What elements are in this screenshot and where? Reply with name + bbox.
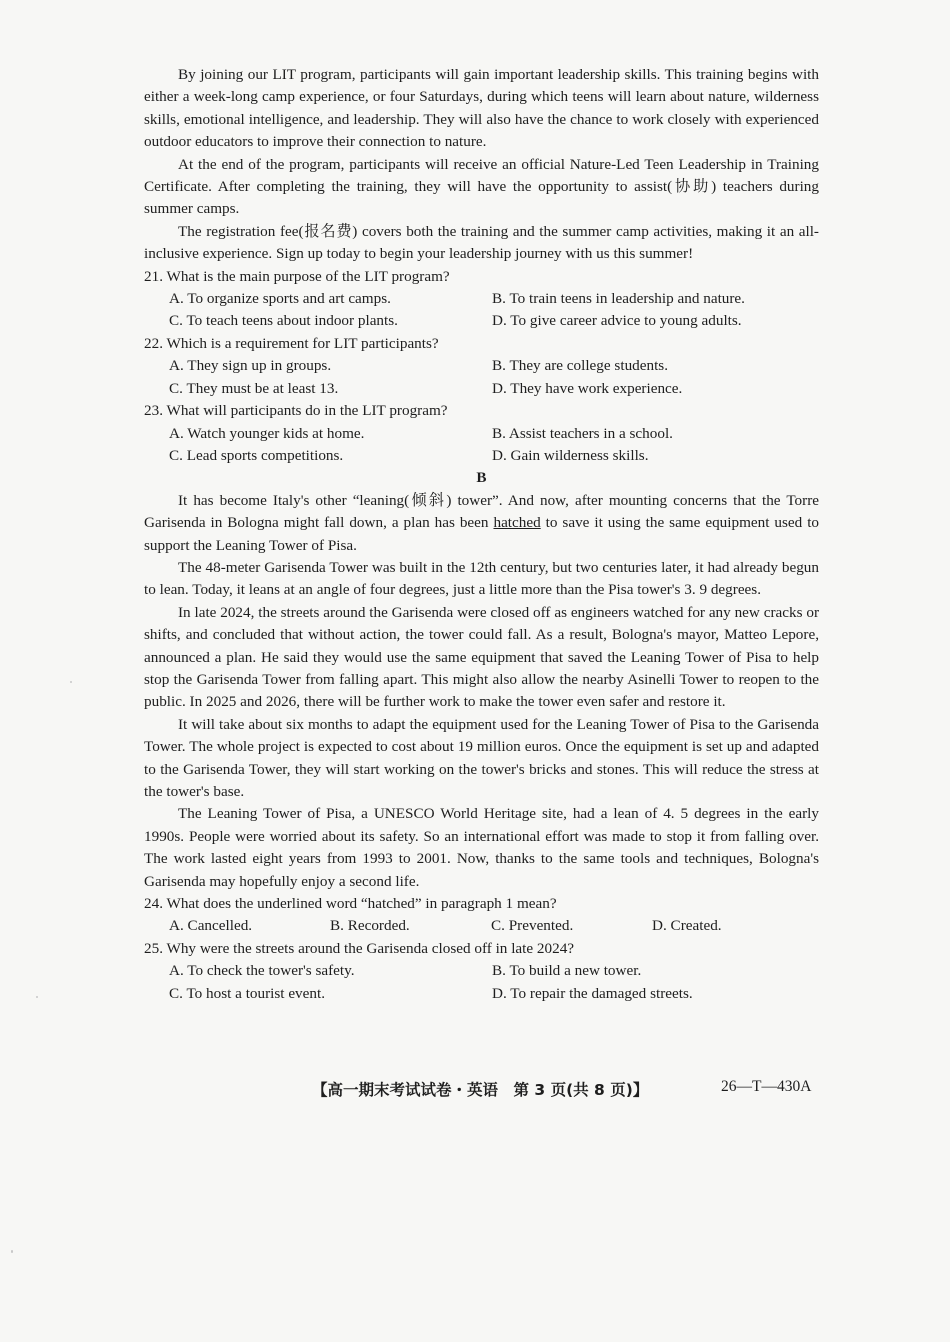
passage-b-paragraph-3: In late 2024, the streets around the Garisenda were closed off as engineers watched for any new cracks or shifts, and concluded that without action, the tower could fall. As a result, Bologna's mayor, Matteo Lepore, announced a plan. He said they would use the same equipment that saved the Leaning Tower of Pisa to help stop the Garisenda Tower from falling apart. This might also allow the nearby Asinelli Tower to reopen to the public. In 2025 and 2026, there will be further work to make the tower even safer and restore it.: [144, 603, 819, 711]
passage-b-paragraph-4: It will take about six months to adapt the equipment used for the Leaning Tower of Pisa to the Garisenda Tower. The whole project is expected to cost about 19 million euros. Once the equipment is set up and adapted to the Garisenda Tower, they will start working on the tower's bricks and stones. This will reduce the stress at the tower's base.: [144, 715, 819, 800]
option-b: B. Recorded.: [330, 917, 410, 935]
passage-a-paragraph-1: By joining our LIT program, participants will gain important leadership skills. This training begins with either a week-long camp experience, or four Saturdays, during which teens will learn about nature, wilderness skills, emotional intelligence, and leadership. They will also have the chance to work closely with experienced outdoor educators to improve their connection to nature.: [144, 66, 819, 151]
passage-a-paragraph-2: At the end of the program, participants will receive an official Nature-Led Teen Leadership in Training Certificate. After completing the training, they will have the opportunity to assist(协助) teachers during summer camps.: [144, 155, 819, 218]
question-stem: 25. Why were the streets around the Garisenda closed off in late 2024?: [144, 939, 575, 957]
option-b: B. They are college students.: [492, 357, 669, 375]
passage-a: [144, 64, 819, 266]
option-a: A. They sign up in groups.: [169, 357, 332, 375]
underlined-word: hatched: [493, 514, 541, 532]
question-23: [144, 400, 819, 467]
option-list: [144, 355, 819, 400]
exam-page: [144, 64, 819, 1005]
scan-speck: [11, 1250, 13, 1253]
option-list: [144, 423, 819, 468]
question-24: [144, 893, 819, 938]
option-list: [144, 960, 819, 1005]
passage-b: [144, 490, 819, 893]
option-d: D. To give career advice to young adults.: [492, 312, 742, 330]
scan-speck: [36, 996, 38, 998]
scan-speck: [70, 681, 72, 683]
option-a: A. Cancelled.: [169, 917, 253, 935]
option-a: A. Watch younger kids at home.: [169, 424, 365, 442]
page-footer-title: 【高一期末考试试卷・英语 第 3 页(共 8 页)】: [312, 1081, 649, 1099]
option-c: C. Prevented.: [491, 917, 574, 935]
question-22: [144, 333, 819, 400]
option-b: B. To train teens in leadership and nature.: [492, 290, 745, 308]
page-footer-code: 26—T—430A: [721, 1078, 812, 1095]
passage-b-paragraph-5: The Leaning Tower of Pisa, a UNESCO World Heritage site, had a lean of 4. 5 degrees in the early 1990s. People were worried about its safety. So an international effort was made to stop it from falling over. The work lasted eight years from 1993 to 2001. Now, thanks to the same tools and techniques, Bologna's Garisenda may hopefully enjoy a second life.: [144, 805, 819, 890]
option-b: B. Assist teachers in a school.: [492, 424, 673, 442]
passage-b-paragraph-1: [144, 490, 819, 557]
question-stem: 21. What is the main purpose of the LIT program?: [144, 267, 450, 285]
section-b-heading: B: [476, 469, 487, 487]
option-a: A. To check the tower's safety.: [169, 962, 355, 980]
option-d: D. Created.: [652, 917, 722, 935]
question-stem: 23. What will participants do in the LIT program?: [144, 402, 448, 420]
passage-a-paragraph-3: The registration fee(报名费) covers both the training and the summer camp activities, making it an all-inclusive experience. Sign up today to begin your leadership journey with us this summer!: [144, 222, 819, 263]
option-a: A. To organize sports and art camps.: [169, 290, 391, 308]
option-d: D. Gain wilderness skills.: [492, 446, 649, 464]
option-d: D. To repair the damaged streets.: [492, 984, 693, 1002]
option-c: C. To host a tourist event.: [169, 984, 326, 1002]
option-d: D. They have work experience.: [492, 379, 683, 397]
option-c: C. Lead sports competitions.: [169, 446, 344, 464]
question-21: [144, 266, 819, 333]
paragraph-text: It has become Italy's other “leaning(倾斜) tower”. And now, after mounting concerns that the Torre Garisenda in Bologna might fall down, a plan has been: [144, 491, 819, 532]
option-b: B. To build a new tower.: [492, 962, 642, 980]
paragraph-text: to save it using the same equipment used to support the Leaning Tower of Pisa.: [144, 514, 820, 554]
question-stem: 24. What does the underlined word “hatched” in paragraph 1 mean?: [144, 895, 557, 913]
option-c: C. To teach teens about indoor plants.: [169, 312, 398, 330]
option-list: [144, 915, 819, 937]
option-list: [144, 288, 819, 333]
question-stem: 22. Which is a requirement for LIT participants?: [144, 334, 439, 352]
passage-b-paragraph-2: The 48-meter Garisenda Tower was built in the 12th century, but two centuries later, it had already begun to lean. Today, it leans at an angle of four degrees, just a little more than the Pisa tower's 3. 9 degrees.: [144, 558, 819, 599]
question-25: [144, 938, 819, 1005]
option-c: C. They must be at least 13.: [169, 379, 339, 397]
